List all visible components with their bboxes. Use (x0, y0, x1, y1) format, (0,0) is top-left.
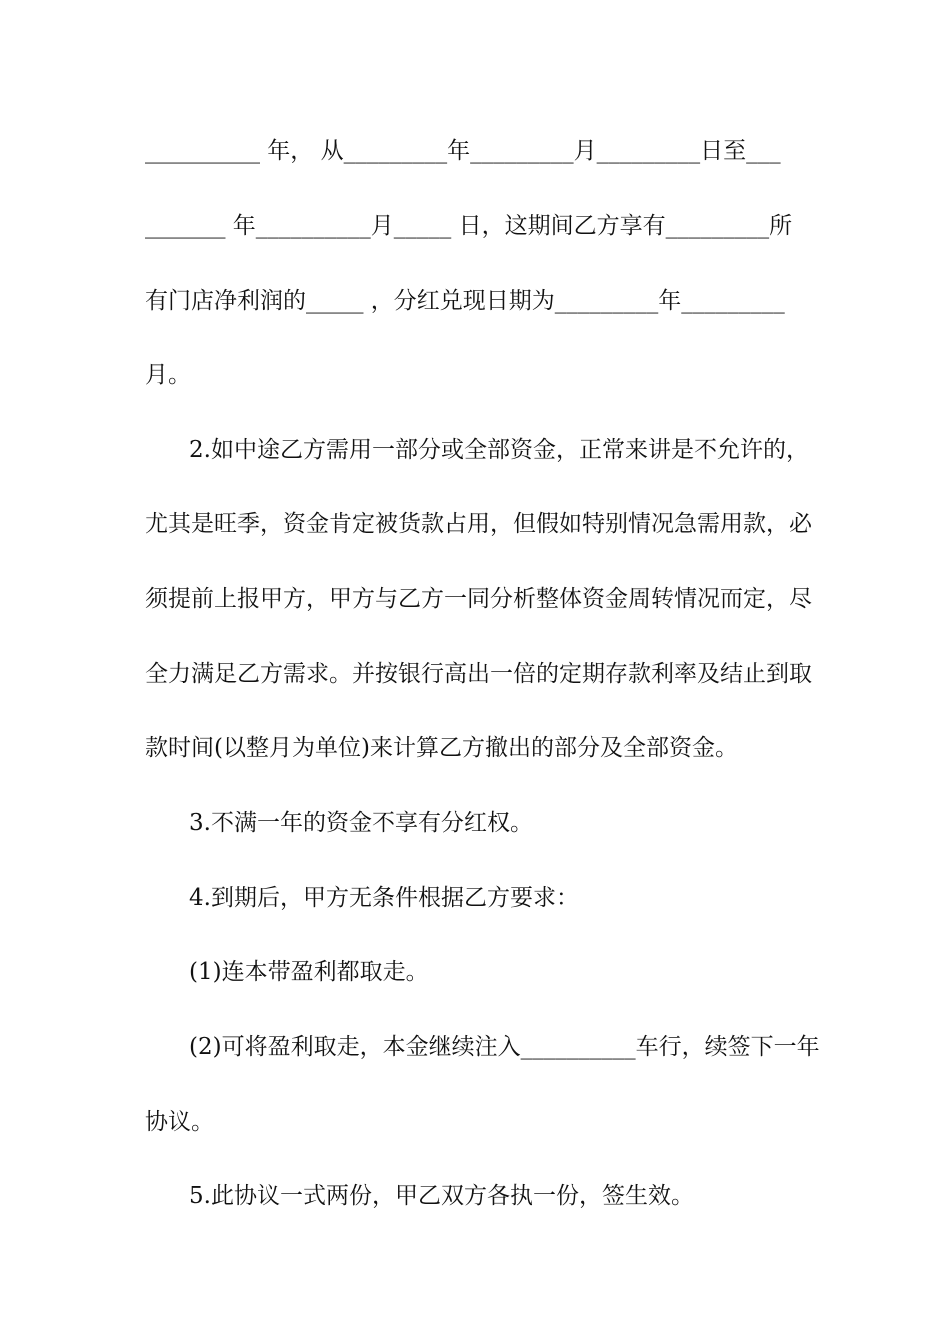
clause-4: 4.到期后，甲方无条件根据乙方要求： (189, 885, 579, 911)
text-line-2: _______ 年__________月_____ 日，这期间乙方享有_________所 (145, 213, 793, 239)
text-line-1: __________ 年， 从_________年_________月_________日至___ (145, 138, 781, 164)
text-line-3: 有门店净利润的_____ ，分红兑现日期为_________年_________ (145, 288, 785, 314)
clause-4-option-1: (1)连本带盈利都取走。 (189, 959, 429, 985)
clause-5: 5.此协议一式两份，甲乙双方各执一份，签生效。 (189, 1183, 694, 1209)
clause-2-line-5: 款时间(以整月为单位)来计算乙方撤出的部分及全部资金。 (145, 735, 738, 761)
clause-2-line-3: 须提前上报甲方，甲方与乙方一同分析整体资金周转情况而定，尽 (145, 586, 812, 612)
text-line-4: 月。 (145, 362, 191, 388)
clause-2-line-1: 2.如中途乙方需用一部分或全部资金，正常来讲是不允许的， (189, 437, 809, 463)
clause-4-option-2-line-1: (2)可将盈利取走，本金继续注入__________车行，续签下一年 (189, 1034, 820, 1060)
clause-2-line-2: 尤其是旺季，资金肯定被货款占用，但假如特别情况急需用款，必 (145, 511, 812, 537)
clause-2-line-4: 全力满足乙方需求。并按银行高出一倍的定期存款利率及结止到取 (145, 661, 812, 687)
clause-4-option-2-line-2: 协议。 (145, 1109, 214, 1135)
clause-3: 3.不满一年的资金不享有分红权。 (189, 810, 533, 836)
